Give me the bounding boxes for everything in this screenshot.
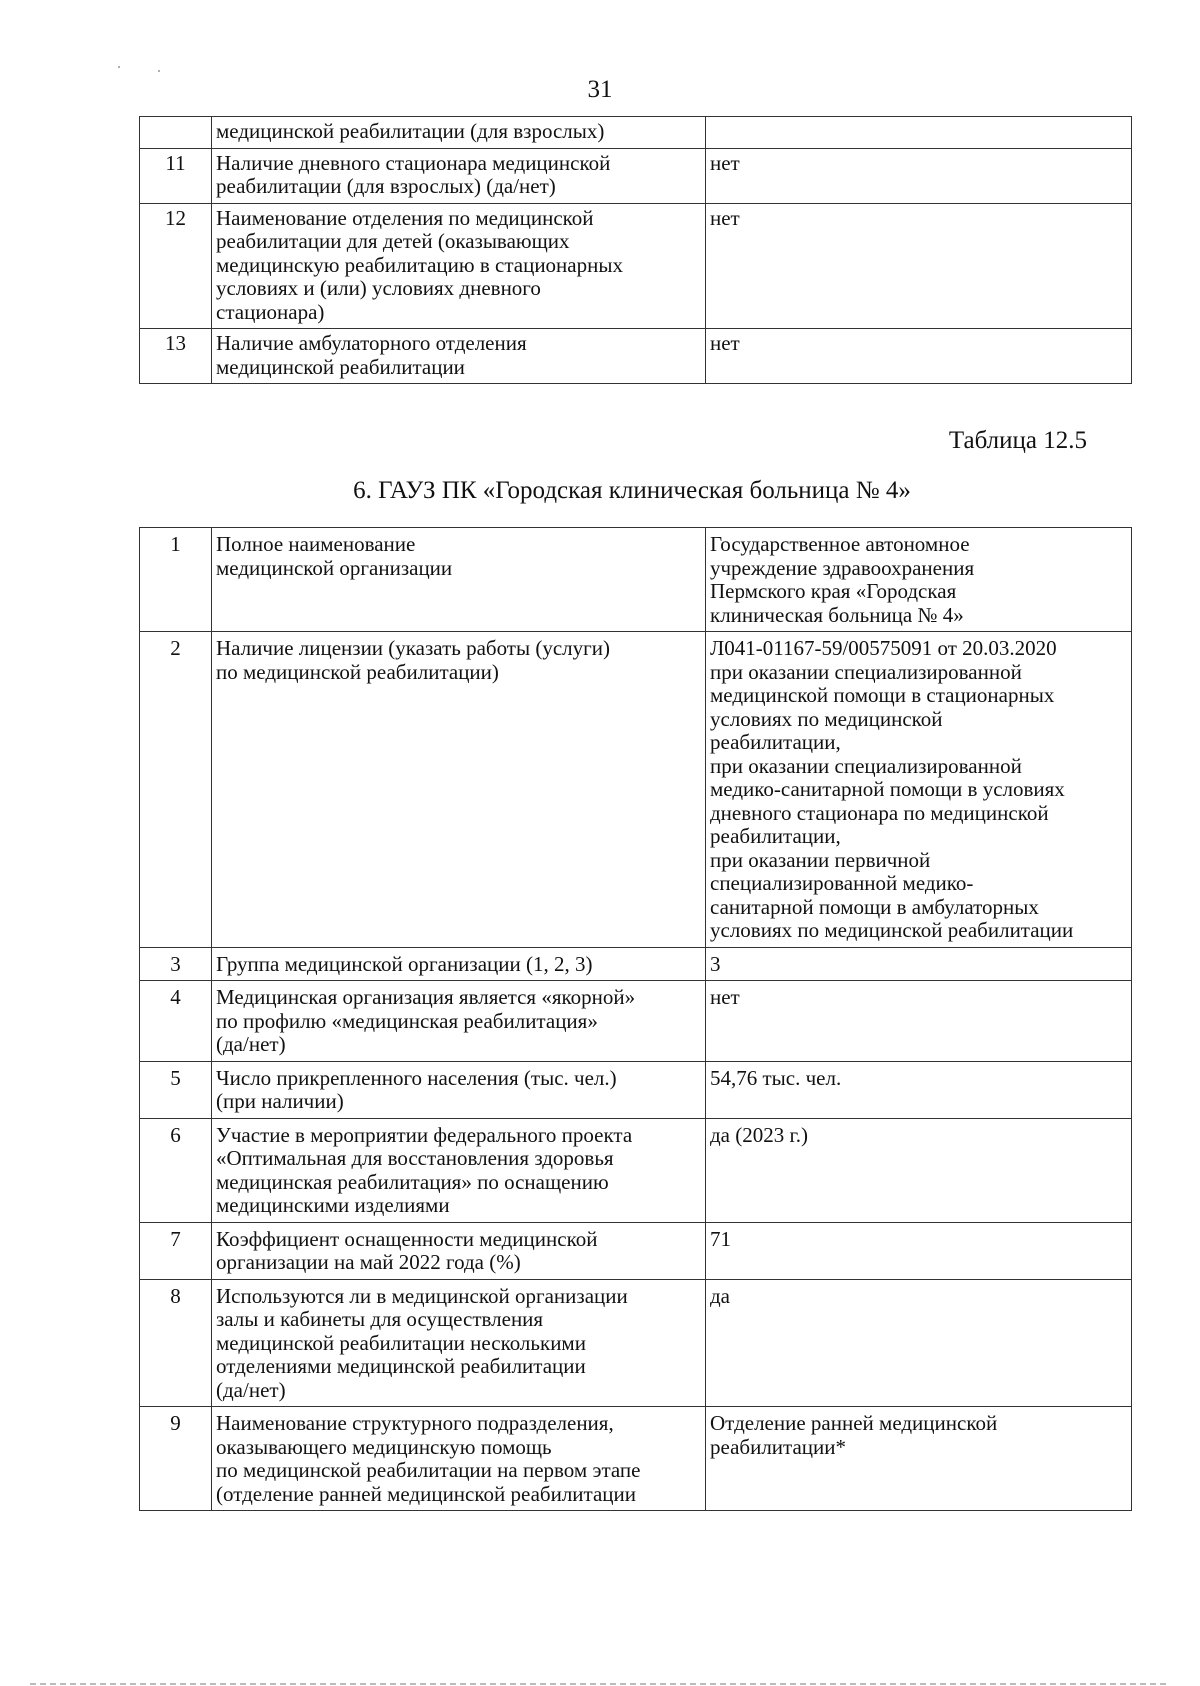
row-value: Л041-01167-59/00575091 от 20.03.2020 при оказании специализированной медицинской помощи в стационарных условиях по медицинской реабилитации, при оказании специализированной медико-санитарной помощи в условиях дневного стационара по медицинской реабилитации, при оказании первичной специализированной медико- санитарной помощи в амбулаторных условиях по медицинской реабилитации: [706, 632, 1132, 948]
row-number: 7: [140, 1222, 212, 1279]
row-label: Коэффициент оснащенности медицинской организации на май 2022 года (%): [212, 1222, 706, 1279]
row-number: 1: [140, 528, 212, 632]
row-label: Полное наименование медицинской организации: [212, 528, 706, 632]
row-number: 12: [140, 203, 212, 329]
row-label: Используются ли в медицинской организации залы и кабинеты для осуществления медицинской реабилитации несколькими отделениями медицинской реабилитации (да/нет): [212, 1279, 706, 1407]
row-number: 9: [140, 1407, 212, 1511]
row-value: нет: [706, 148, 1132, 203]
row-label: Наличие лицензии (указать работы (услуги) по медицинской реабилитации): [212, 632, 706, 948]
table-row: [140, 632, 1132, 948]
row-value: да: [706, 1279, 1132, 1407]
row-number: 11: [140, 148, 212, 203]
table-row: [140, 1279, 1132, 1407]
table-row: [140, 329, 1132, 384]
table-caption: Таблица 12.5: [948, 427, 1087, 454]
scan-speck: [158, 70, 160, 72]
table-row: [140, 1061, 1132, 1118]
row-value: 3: [706, 947, 1132, 981]
table-row: [140, 981, 1132, 1062]
row-value: нет: [706, 329, 1132, 384]
page-number: 31: [587, 76, 613, 103]
row-value: нет: [706, 203, 1132, 329]
row-label: Медицинская организация является «якорной» по профилю «медицинская реабилитация» (да/нет): [212, 981, 706, 1062]
row-value: да (2023 г.): [706, 1118, 1132, 1222]
row-number: 8: [140, 1279, 212, 1407]
row-number: [140, 117, 212, 149]
table-row: [140, 203, 1132, 329]
row-label: Группа медицинской организации (1, 2, 3): [212, 947, 706, 981]
table-row: [140, 117, 1132, 149]
scan-speck: [118, 66, 120, 68]
scan-bottom-edge: [30, 1683, 1170, 1685]
row-number: 3: [140, 947, 212, 981]
row-number: 5: [140, 1061, 212, 1118]
row-value: [706, 117, 1132, 149]
organization-table: [139, 527, 1132, 1511]
row-value: 54,76 тыс. чел.: [706, 1061, 1132, 1118]
row-number: 6: [140, 1118, 212, 1222]
table-row: [140, 1222, 1132, 1279]
row-value: Государственное автономное учреждение здравоохранения Пермского края «Городская клиническая больница № 4»: [706, 528, 1132, 632]
row-value: нет: [706, 981, 1132, 1062]
row-value: 71: [706, 1222, 1132, 1279]
row-number: 4: [140, 981, 212, 1062]
row-label: Наименование отделения по медицинской реабилитации для детей (оказывающих медицинскую реабилитацию в стационарных условиях и (или) условиях дневного стационара): [212, 203, 706, 329]
table-row: [140, 1118, 1132, 1222]
section-title: 6. ГАУЗ ПК «Городская клиническая больница № 4»: [353, 477, 911, 504]
row-label: Наличие амбулаторного отделения медицинской реабилитации: [212, 329, 706, 384]
row-value: Отделение ранней медицинской реабилитации*: [706, 1407, 1132, 1511]
row-label: медицинской реабилитации (для взрослых): [212, 117, 706, 149]
table-row: [140, 947, 1132, 981]
table-row: [140, 528, 1132, 632]
row-number: 13: [140, 329, 212, 384]
table-row: [140, 148, 1132, 203]
table-row: [140, 1407, 1132, 1511]
continued-table: [139, 116, 1132, 384]
row-label: Число прикрепленного населения (тыс. чел.) (при наличии): [212, 1061, 706, 1118]
row-number: 2: [140, 632, 212, 948]
row-label: Наименование структурного подразделения, оказывающего медицинскую помощь по медицинской реабилитации на первом этапе (отделение ранней медицинской реабилитации: [212, 1407, 706, 1511]
row-label: Наличие дневного стационара медицинской реабилитации (для взрослых) (да/нет): [212, 148, 706, 203]
row-label: Участие в мероприятии федерального проекта «Оптимальная для восстановления здоровья медицинская реабилитация» по оснащению медицинскими изделиями: [212, 1118, 706, 1222]
